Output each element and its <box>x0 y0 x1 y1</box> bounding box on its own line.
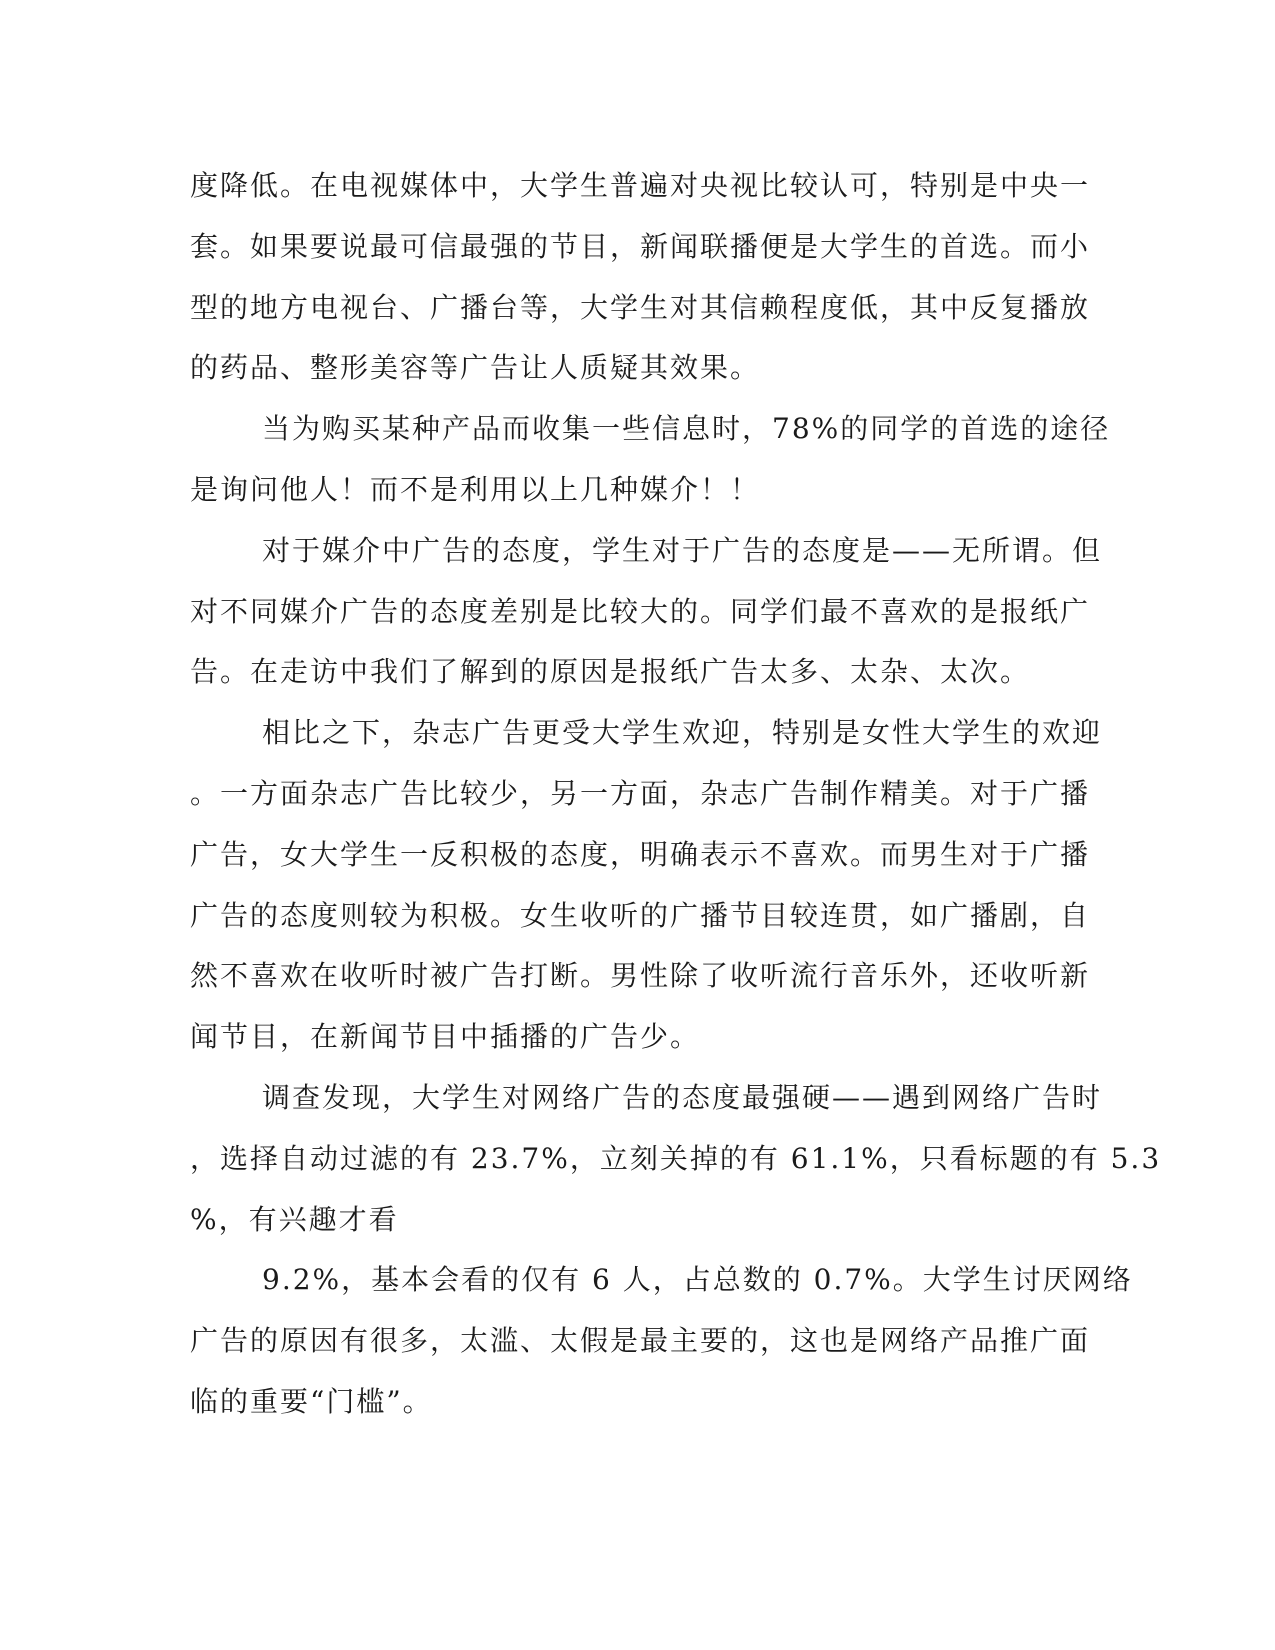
text-line-indented: 对于媒介中广告的态度，学生对于广告的态度是——无所谓。但 <box>262 533 1103 567</box>
text-line: 广告的原因有很多，太滥、太假是最主要的，这也是网络产品推广面 <box>190 1324 1091 1358</box>
text-line: 的药品、整形美容等广告让人质疑其效果。 <box>190 351 761 385</box>
text-line-indented: 调查发现，大学生对网络广告的态度最强硬——遇到网络广告时 <box>262 1080 1103 1114</box>
text-line: 是询问他人！而不是利用以上几种媒介！！ <box>190 472 761 506</box>
text-line: 广告的态度则较为积极。女生收听的广播节目较连贯，如广播剧，自 <box>190 898 1091 932</box>
text-line: 对不同媒介广告的态度差别是比较大的。同学们最不喜欢的是报纸广 <box>190 594 1091 628</box>
text-line-indented: 当为购买某种产品而收集一些信息时，78%的同学的首选的途径 <box>262 412 1111 446</box>
text-line-indented: 9.2%，基本会看的仅有 6 人，占总数的 0.7%。大学生讨厌网络 <box>262 1263 1133 1297</box>
text-line: %，有兴趣才看 <box>190 1202 399 1236</box>
text-line: 型的地方电视台、广播台等，大学生对其信赖程度低，其中反复播放 <box>190 290 1091 324</box>
text-line: 闻节目，在新闻节目中插播的广告少。 <box>190 1020 701 1054</box>
text-line: ，选择自动过滤的有 23.7%，立刻关掉的有 61.1%，只看标题的有 5.3 <box>190 1141 1162 1175</box>
text-line: 广告，女大学生一反积极的态度，明确表示不喜欢。而男生对于广播 <box>190 837 1091 871</box>
text-line: 告。在走访中我们了解到的原因是报纸广告太多、太杂、太次。 <box>190 655 1031 689</box>
text-line: 然不喜欢在收听时被广告打断。男性除了收听流行音乐外，还收听新 <box>190 959 1091 993</box>
body-text <box>190 156 1162 1433</box>
text-line: 度降低。在电视媒体中，大学生普遍对央视比较认可，特别是中央一 <box>190 169 1091 202</box>
text-line-indented: 相比之下，杂志广告更受大学生欢迎，特别是女性大学生的欢迎 <box>262 716 1103 750</box>
text-line: 临的重要“门槛”。 <box>190 1384 433 1418</box>
text-line: 。一方面杂志广告比较少，另一方面，杂志广告制作精美。对于广播 <box>190 776 1091 810</box>
text-line: 套。如果要说最可信最强的节目，新闻联播便是大学生的首选。而小 <box>190 229 1091 263</box>
